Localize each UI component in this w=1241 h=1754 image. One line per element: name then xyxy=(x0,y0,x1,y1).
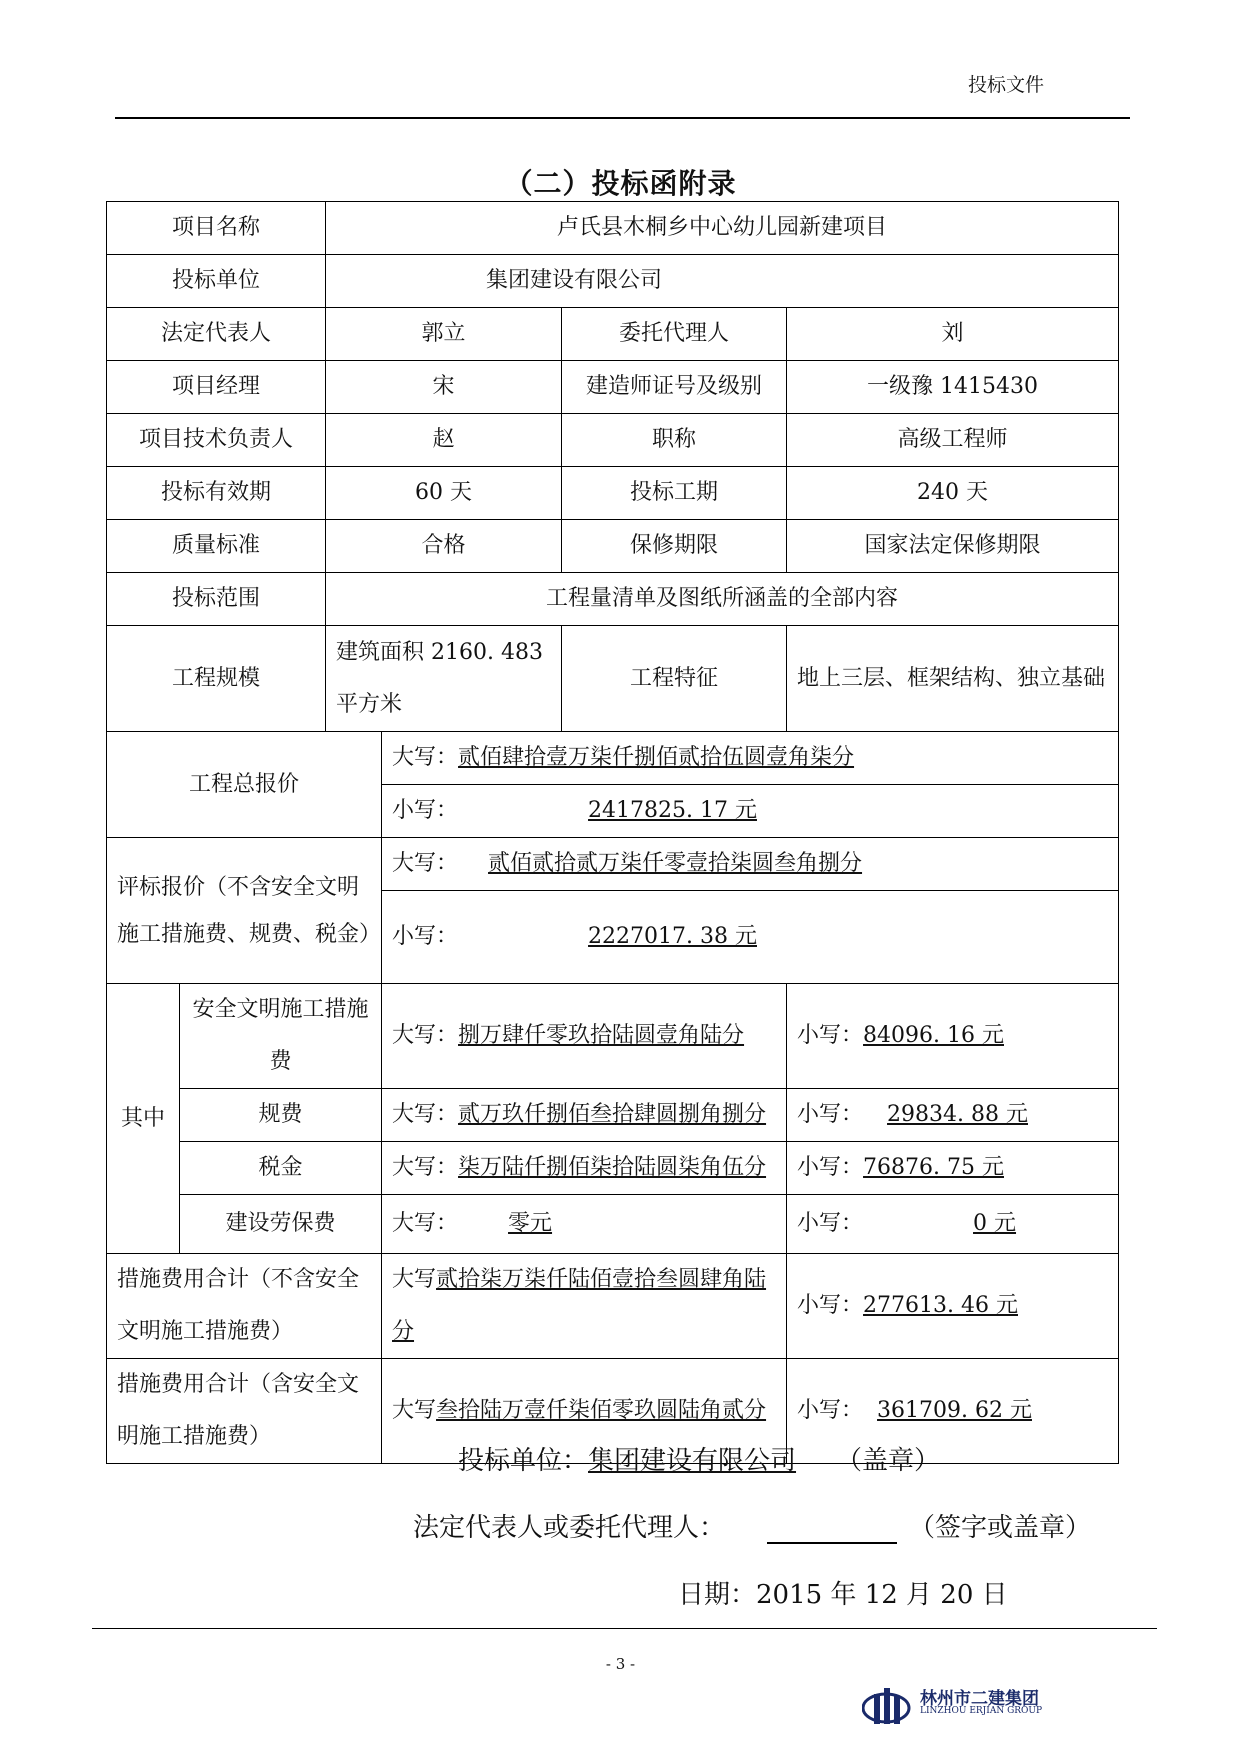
footer-rep-suffix: （签字或盖章） xyxy=(909,1513,1092,1543)
quality-label: 质量标准 xyxy=(107,520,326,573)
table-row xyxy=(107,984,1119,1089)
daxie-label: 大写 xyxy=(392,1398,437,1423)
validity-value: 60 天 xyxy=(326,467,562,520)
total-xiaoxie-cell xyxy=(382,785,1119,838)
eval-xiaoxie-cell xyxy=(382,891,1119,984)
tax-label: 税金 xyxy=(180,1142,382,1195)
xiaoxie-label: 小写： xyxy=(797,1211,864,1236)
fees-daxie-cell xyxy=(382,1089,787,1142)
table-row xyxy=(107,626,1119,732)
table-row xyxy=(107,1254,1119,1359)
fees-xiaoxie-cell xyxy=(787,1089,1119,1142)
legal-rep-label: 法定代表人 xyxy=(107,308,326,361)
measures-incl-label: 措施费用合计（含安全文明施工措施费） xyxy=(107,1359,382,1464)
bidder-value: 集团建设有限公司 xyxy=(326,255,1119,308)
total-daxie-cell xyxy=(382,732,1119,785)
measures-incl-xiaoxie-value: 361709. 62 元 xyxy=(877,1398,1032,1423)
table-row xyxy=(107,520,1119,573)
safety-xiaoxie-value: 84096. 16 元 xyxy=(863,1023,1004,1048)
measures-excl-daxie-cell xyxy=(382,1254,787,1359)
table-row xyxy=(107,1089,1119,1142)
page-number: - 3 - xyxy=(605,1655,636,1673)
footer-rule xyxy=(92,1628,1157,1629)
cert-value: 一级豫 1415430 xyxy=(787,361,1119,414)
xiaoxie-label: 小写： xyxy=(797,1155,864,1180)
warranty-value: 国家法定保修期限 xyxy=(787,520,1119,573)
table-row xyxy=(107,838,1119,891)
table-row xyxy=(107,202,1119,255)
table-row xyxy=(107,308,1119,361)
table-row xyxy=(107,361,1119,414)
logo-cn-text: 林州市二建集团 xyxy=(920,1689,1039,1709)
tax-daxie-cell xyxy=(382,1142,787,1195)
safety-xiaoxie-cell xyxy=(787,984,1119,1089)
agent-label: 委托代理人 xyxy=(562,308,787,361)
measures-excl-xiaoxie-value: 277613. 46 元 xyxy=(863,1293,1018,1318)
signature-blank xyxy=(767,1514,897,1544)
cert-label: 建造师证号及级别 xyxy=(562,361,787,414)
scope-value: 工程量清单及图纸所涵盖的全部内容 xyxy=(326,573,1119,626)
project-name-label: 项目名称 xyxy=(107,202,326,255)
duration-value: 240 天 xyxy=(787,467,1119,520)
measures-excl-daxie-value: 贰拾柒万柒仟陆佰壹拾叁圆肆角陆分 xyxy=(392,1267,767,1344)
labor-xiaoxie-cell xyxy=(787,1195,1119,1254)
daxie-label: 大写： xyxy=(392,1211,459,1236)
feature-label: 工程特征 xyxy=(562,626,787,732)
scale-label: 工程规模 xyxy=(107,626,326,732)
tax-xiaoxie-value: 76876. 75 元 xyxy=(863,1155,1004,1180)
logo-icon xyxy=(862,1680,918,1736)
table-row xyxy=(107,1195,1119,1254)
eval-xiaoxie-value: 2227017. 38 元 xyxy=(588,924,757,949)
total-xiaoxie-value: 2417825. 17 元 xyxy=(588,798,757,823)
tax-xiaoxie-cell xyxy=(787,1142,1119,1195)
eval-label: 评标报价（不含安全文明施工措施费、规费、税金） xyxy=(107,838,382,984)
header-text: 投标文件 xyxy=(968,74,1045,96)
total-label: 工程总报价 xyxy=(107,732,382,838)
safety-label: 安全文明施工措施费 xyxy=(180,984,382,1089)
daxie-label: 大写： xyxy=(392,745,459,770)
eval-daxie-value: 贰佰贰拾贰万柒仟零壹拾柒圆叁角捌分 xyxy=(488,851,863,876)
legal-rep-value: 郭立 xyxy=(326,308,562,361)
footer-rep-prefix: 法定代表人或委托代理人： xyxy=(413,1513,726,1543)
tech-lead-value: 赵 xyxy=(326,414,562,467)
daxie-label: 大写： xyxy=(392,1155,459,1180)
scale-value: 建筑面积 2160. 483 平方米 xyxy=(326,626,562,732)
measures-excl-xiaoxie-cell xyxy=(787,1254,1119,1359)
page-title: （二）投标函附录 xyxy=(504,167,737,200)
pm-label: 项目经理 xyxy=(107,361,326,414)
pm-value: 宋 xyxy=(326,361,562,414)
footer-seal: （盖章） xyxy=(836,1446,941,1476)
labor-xiaoxie-value: 0 元 xyxy=(973,1211,1017,1236)
bidder-label: 投标单位 xyxy=(107,255,326,308)
daxie-label: 大写 xyxy=(392,1267,437,1292)
measures-incl-daxie-value: 叁拾陆万壹仟柒佰零玖圆陆角贰分 xyxy=(436,1398,767,1423)
fees-label: 规费 xyxy=(180,1089,382,1142)
labor-label: 建设劳保费 xyxy=(180,1195,382,1254)
company-logo xyxy=(862,1680,1062,1736)
feature-value: 地上三层、框架结构、独立基础 xyxy=(787,626,1119,732)
xiaoxie-label: 小写： xyxy=(797,1398,864,1423)
quality-value: 合格 xyxy=(326,520,562,573)
validity-label: 投标有效期 xyxy=(107,467,326,520)
qizhong-label: 其中 xyxy=(107,984,180,1254)
scope-label: 投标范围 xyxy=(107,573,326,626)
project-name-value: 卢氏县木桐乡中心幼儿园新建项目 xyxy=(326,202,1119,255)
table-row xyxy=(107,573,1119,626)
xiaoxie-label: 小写： xyxy=(797,1023,864,1048)
xiaoxie-label: 小写： xyxy=(797,1293,864,1318)
title-label: 职称 xyxy=(562,414,787,467)
table-row xyxy=(107,1142,1119,1195)
logo-en-text: LINZHOU ERJIAN GROUP xyxy=(920,1706,1043,1716)
footer-rep xyxy=(413,1507,1091,1544)
daxie-label: 大写： xyxy=(392,1023,459,1048)
tax-daxie-value: 柒万陆仟捌佰柒拾陆圆柒角伍分 xyxy=(458,1155,767,1180)
xiaoxie-label: 小写： xyxy=(797,1102,864,1127)
xiaoxie-label: 小写： xyxy=(392,798,459,823)
duration-label: 投标工期 xyxy=(562,467,787,520)
footer-bidder-prefix: 投标单位： xyxy=(458,1446,589,1476)
labor-daxie-cell xyxy=(382,1195,787,1254)
measures-excl-label: 措施费用合计（不含安全文明施工措施费） xyxy=(107,1254,382,1359)
agent-value: 刘 xyxy=(787,308,1119,361)
tech-lead-label: 项目技术负责人 xyxy=(107,414,326,467)
table-row xyxy=(107,732,1119,785)
labor-daxie-value: 零元 xyxy=(508,1211,553,1236)
footer-bidder-name: 集团建设有限公司 xyxy=(588,1446,797,1476)
appendix-table xyxy=(106,201,1119,1464)
safety-daxie-cell xyxy=(382,984,787,1089)
safety-daxie-value: 捌万肆仟零玖拾陆圆壹角陆分 xyxy=(458,1023,745,1048)
table-row xyxy=(107,467,1119,520)
table-row xyxy=(107,255,1119,308)
header-rule xyxy=(115,117,1130,119)
total-daxie-value: 贰佰肆拾壹万柒仟捌佰贰拾伍圆壹角柒分 xyxy=(458,745,855,770)
title-value: 高级工程师 xyxy=(787,414,1119,467)
fees-xiaoxie-value: 29834. 88 元 xyxy=(887,1102,1028,1127)
daxie-label: 大写： xyxy=(392,851,459,876)
footer-date: 日期：2015 年 12 月 20 日 xyxy=(678,1580,1008,1610)
footer-bidder xyxy=(458,1440,940,1477)
daxie-label: 大写： xyxy=(392,1102,459,1127)
table-row xyxy=(107,414,1119,467)
xiaoxie-label: 小写： xyxy=(392,924,459,949)
eval-daxie-cell xyxy=(382,838,1119,891)
warranty-label: 保修期限 xyxy=(562,520,787,573)
fees-daxie-value: 贰万玖仟捌佰叁拾肆圆捌角捌分 xyxy=(458,1102,767,1127)
